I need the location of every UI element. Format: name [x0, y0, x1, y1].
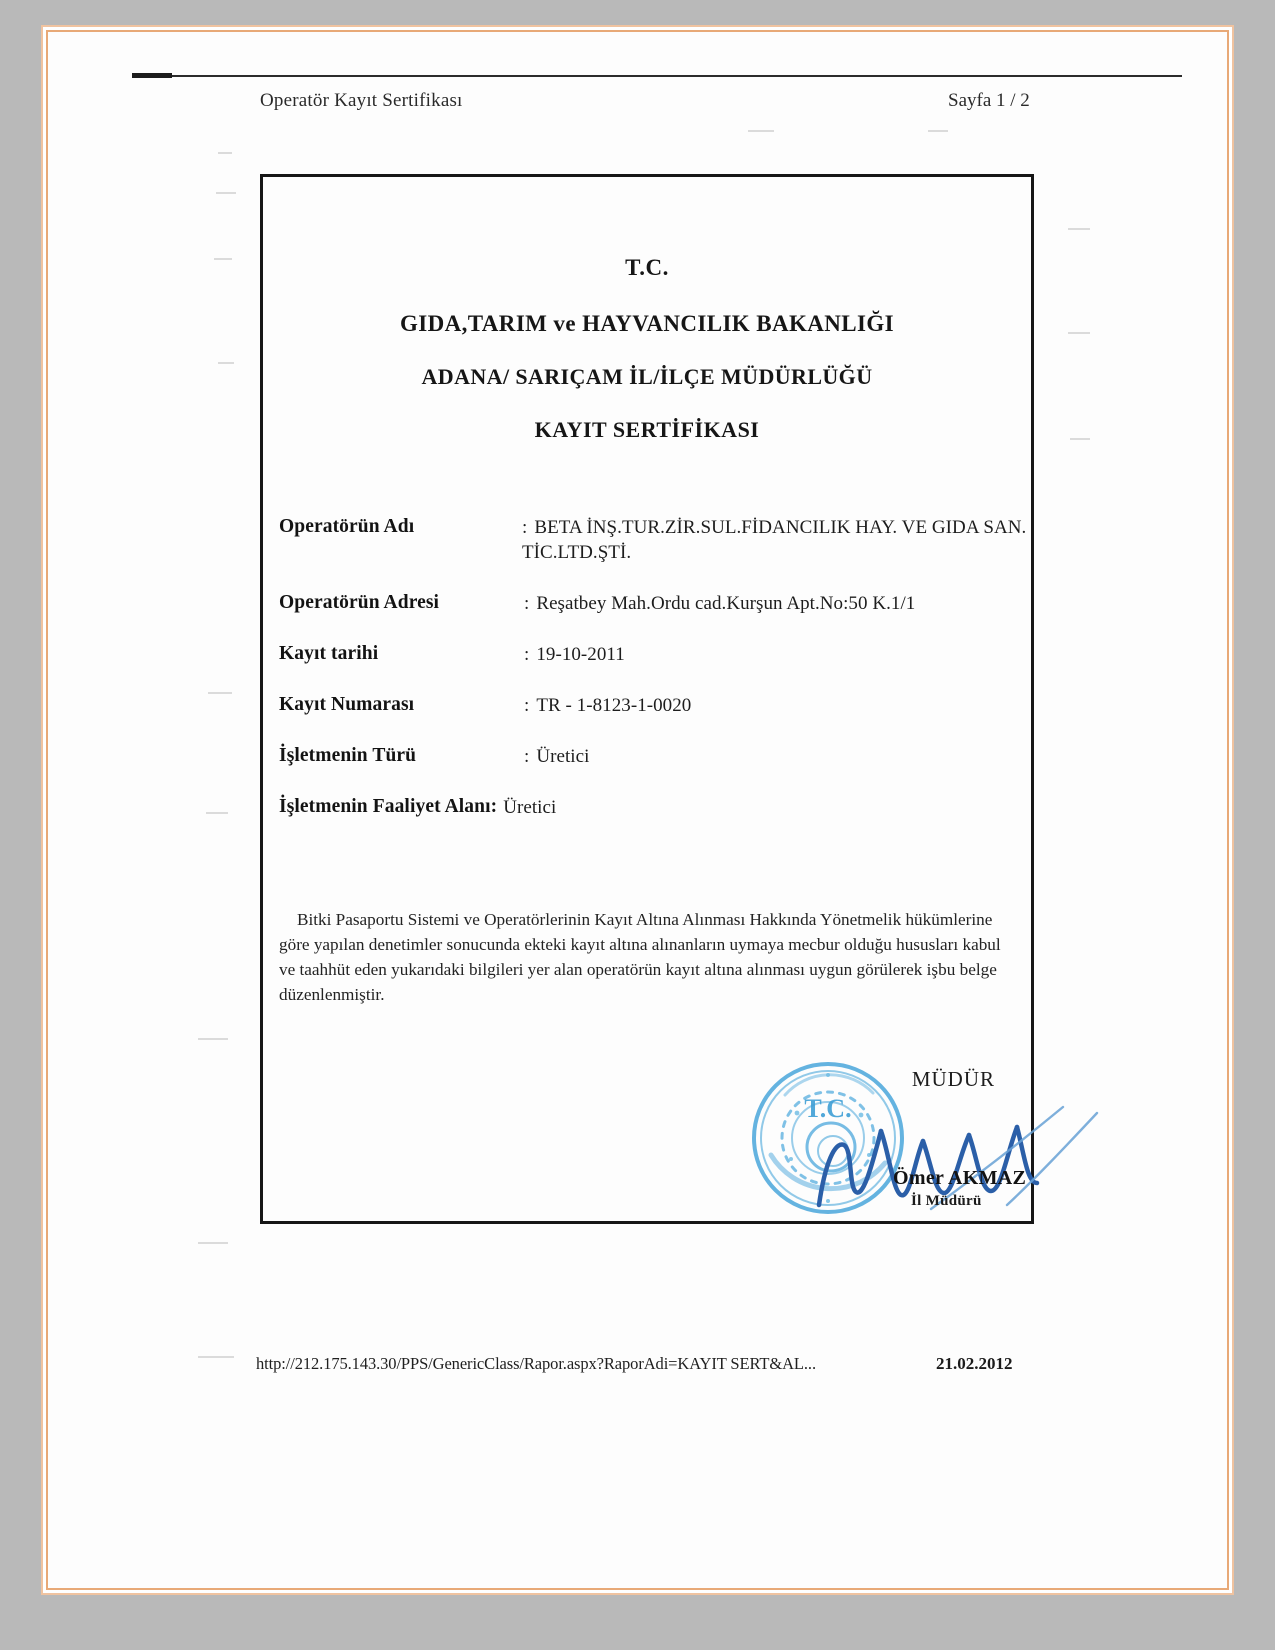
certificate-statement-paragraph: Bitki Pasaportu Sistemi ve Operatörlerinin Kayıt Altına Alınması Hakkında Yönetmelik hükümlerine göre yapılan denetimler sonucunda ekteki kayıt altına alınanların uymaya mecbur olduğu hususları kabul ve taahhüt eden yukarıdaki bilgileri yer alan operatörün kayıt altına alınması uygun görülerek işbu belge düzenlenmiştir. [279, 909, 1001, 1004]
field-value-operator-address [522, 591, 915, 616]
field-label-activity-area: İşletmenin Faaliyet Alanı: [279, 796, 498, 818]
header-rule [132, 75, 1182, 77]
footer-source-url: http://212.175.143.30/PPS/GenericClass/Rapor.aspx?RaporAdi=KAYIT SERT&AL... [256, 1354, 816, 1373]
scan-artifact [208, 692, 232, 694]
scan-artifact [1070, 438, 1090, 440]
field-value-business-type [522, 744, 589, 769]
director-title: İl Müdürü [911, 1193, 982, 1209]
footer-print-date: 21.02.2012 [936, 1354, 1013, 1373]
certificate-box [260, 174, 1034, 1224]
scan-artifact [1068, 228, 1090, 230]
scan-artifact [198, 1242, 228, 1244]
field-text: 19-10-2011 [536, 644, 625, 666]
field-row [279, 744, 1031, 769]
field-text: TR - 1-8123-1-0020 [536, 695, 692, 717]
title-certificate: KAYIT SERTİFİKASI [534, 417, 760, 442]
director-name: Ömer AKMAZ [893, 1167, 1027, 1189]
scan-artifact [748, 130, 774, 132]
field-row [279, 515, 1031, 565]
field-value-activity-area: Üretici [503, 797, 557, 819]
field-row [279, 693, 1031, 718]
field-row-activity-area [279, 795, 1031, 820]
scan-artifact [1068, 332, 1090, 334]
scan-artifact [206, 812, 228, 814]
field-text: Üretici [536, 746, 590, 768]
page-indicator: Sayfa 1 / 2 [948, 90, 1030, 111]
scan-artifact [198, 1038, 228, 1040]
certificate-title-block [263, 255, 1031, 443]
field-separator: : [524, 746, 530, 768]
field-value-registration-number [522, 693, 691, 718]
scan-artifact [198, 1356, 234, 1358]
field-separator: : [524, 593, 530, 615]
svg-text:T.C.: T.C. [804, 1094, 852, 1123]
director-role-label: MÜDÜR [911, 1067, 995, 1091]
field-separator: : [524, 644, 530, 666]
scan-artifact [216, 192, 236, 194]
page-content-area [48, 32, 1227, 1588]
certificate-fields [263, 515, 1031, 821]
scan-artifact [218, 152, 232, 154]
scan-artifact [214, 258, 232, 260]
document-page [46, 30, 1229, 1590]
field-value-operator-name [522, 515, 1031, 565]
field-separator: : [524, 695, 530, 717]
signature-block [263, 1043, 1031, 1227]
field-text: BETA İNŞ.TUR.ZİR.SUL.FİDANCILIK HAY. VE GIDA SAN. TİC.LTD.ŞTİ. [522, 517, 1027, 564]
field-text: Reşatbey Mah.Ordu cad.Kurşun Apt.No:50 K.1/1 [536, 593, 916, 615]
field-label-business-type: İşletmenin Türü [279, 745, 417, 767]
title-republic: T.C. [625, 255, 669, 280]
field-row [279, 642, 1031, 667]
field-label-operator-name: Operatörün Adı [279, 516, 415, 537]
title-directorate: ADANA/ SARIÇAM İL/İLÇE MÜDÜRLÜĞÜ [421, 364, 873, 389]
field-label-registration-number: Kayıt Numarası [279, 694, 415, 716]
title-ministry: GIDA,TARIM ve HAYVANCILIK BAKANLIĞI [399, 311, 895, 336]
field-label-operator-address: Operatörün Adresi [279, 592, 440, 614]
field-label-registration-date: Kayıt tarihi [279, 643, 379, 665]
header-rule-cap [132, 73, 172, 78]
scan-artifact [218, 362, 234, 364]
scan-artifact [928, 130, 948, 132]
header-title: Operatör Kayıt Sertifikası [260, 90, 463, 111]
field-value-registration-date [522, 642, 625, 667]
field-row [279, 591, 1031, 616]
field-separator: : [522, 517, 528, 538]
